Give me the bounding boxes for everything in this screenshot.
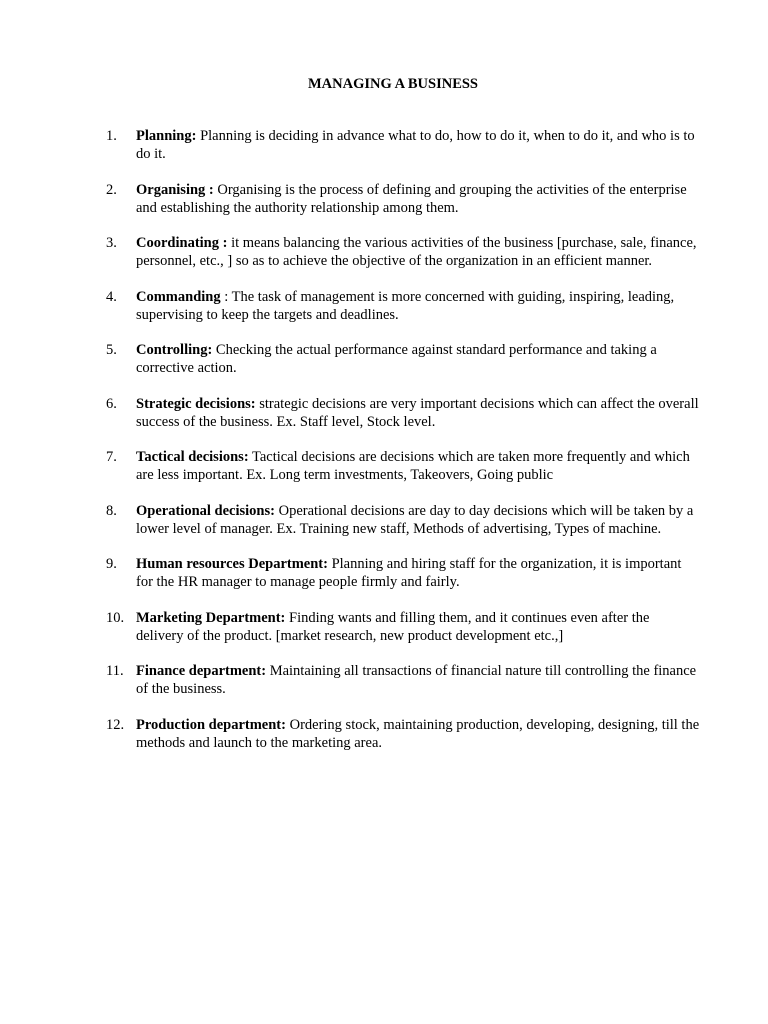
item-term: Coordinating : [136, 235, 228, 251]
item-number: 12. [106, 716, 125, 733]
item-text: Planning is deciding in advance what to do, how to do it, when to do it, and who is to do it. [136, 128, 695, 162]
list-item [106, 555, 700, 591]
document-title: MANAGING A BUSINESS [307, 76, 478, 92]
item-text: Organising is the process of defining and grouping the activities of the enterprise and establishing the authority relationship among them. [136, 181, 687, 216]
item-term: Operational decisions: [136, 502, 275, 519]
list-item [106, 716, 700, 752]
item-term: Marketing Department: [136, 609, 286, 626]
list-item [106, 448, 700, 484]
item-term: Production department: [136, 716, 286, 733]
list-item [106, 395, 700, 431]
item-text: Checking the actual performance against standard performance and taking a corrective action. [136, 342, 657, 376]
item-number: 3. [106, 235, 117, 251]
item-number: 7. [106, 449, 117, 465]
item-text: Finding wants and filling them, and it continues even after the delivery of the product. [market research, new product development etc.,] [136, 609, 650, 644]
item-term: Strategic decisions: [136, 395, 256, 412]
item-number: 10. [106, 609, 125, 626]
item-text: it means balancing the various activities of the business [purchase, sale, finance, personnel, etc., ] so as to achieve the objective of the organization in an efficient manner. [136, 235, 697, 269]
item-text: : The task of management is more concerned with guiding, inspiring, leading, supervising to keep the targets and deadlines. [136, 288, 675, 323]
item-term: Finance department: [136, 663, 267, 679]
list-item [106, 234, 700, 270]
item-number: 6. [106, 395, 117, 412]
item-term: Planning: [136, 128, 197, 144]
item-text: Maintaining all transactions of financial nature till controlling the finance of the business. [136, 663, 697, 697]
item-number: 11. [106, 663, 124, 679]
item-term: Controlling: [136, 342, 213, 358]
item-number: 5. [106, 342, 117, 358]
list-item [106, 288, 700, 324]
list-item [106, 662, 700, 698]
list-item [106, 609, 700, 645]
item-number: 4. [106, 288, 117, 305]
definition-list [106, 127, 700, 769]
item-number: 1. [106, 128, 117, 144]
list-item [106, 341, 700, 377]
item-term: Tactical decisions: [136, 449, 249, 465]
list-item [106, 127, 700, 163]
item-number: 9. [106, 556, 117, 572]
item-text: Tactical decisions are decisions which are taken more frequently and which are less important. Ex. Long term investments, Takeovers, Going public [136, 449, 690, 483]
item-text: Ordering stock, maintaining production, developing, designing, till the methods and launch to the marketing area. [136, 716, 700, 751]
item-text: strategic decisions are very important decisions which can affect the overall success of the business. Ex. Staff level, Stock level. [136, 395, 699, 430]
item-term: Human resources Department: [136, 556, 328, 572]
list-item [106, 181, 700, 217]
item-term: Organising : [136, 181, 214, 198]
item-text: Operational decisions are day to day decisions which will be taken by a lower level of manager. Ex. Training new staff, Methods of advertising, Types of machine. [136, 502, 694, 537]
item-number: 8. [106, 502, 117, 519]
item-number: 2. [106, 181, 117, 198]
item-text: Planning and hiring staff for the organization, it is important for the HR manager to manage people firmly and fairly. [136, 556, 682, 590]
item-term: Commanding [136, 288, 221, 305]
list-item [106, 502, 700, 538]
